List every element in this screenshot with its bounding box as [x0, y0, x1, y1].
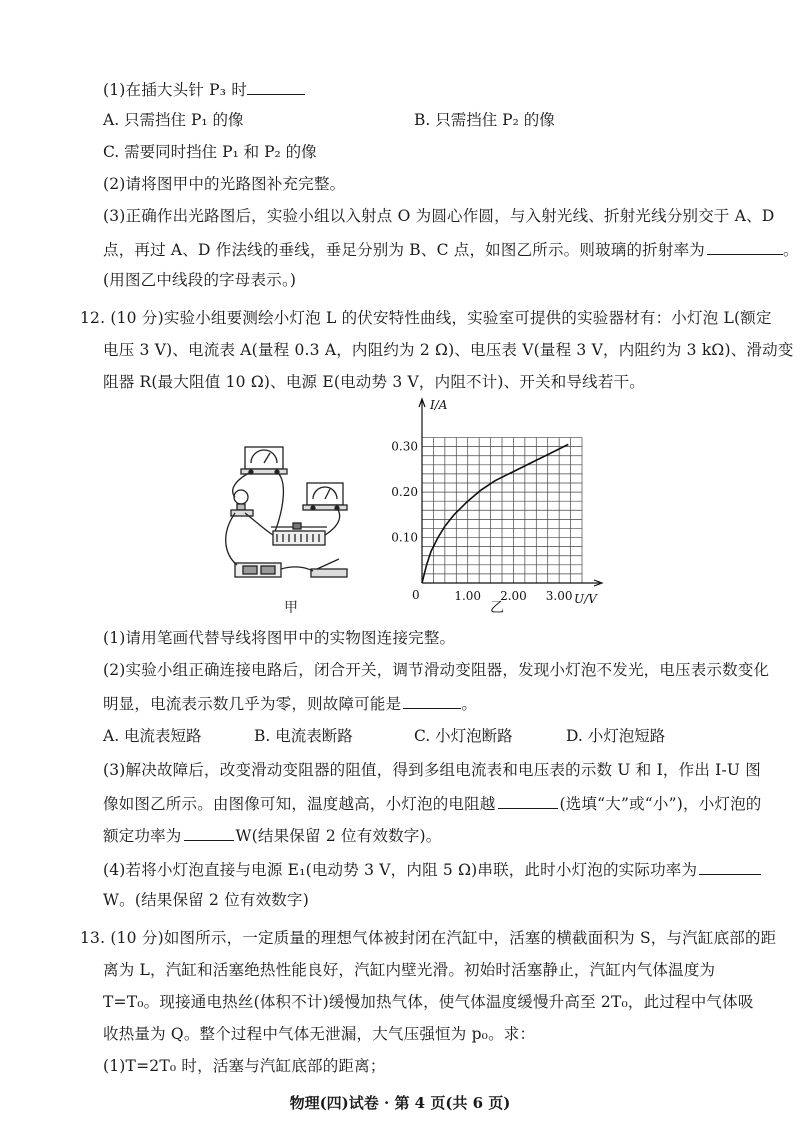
q11-part3-line2-end: 。: [782, 241, 799, 259]
q11-part1-text: (1)在插大头针 P₃ 时: [103, 81, 248, 99]
figure-b-caption: 乙: [490, 600, 505, 616]
iu-chart: [390, 395, 610, 620]
rheostat: [271, 523, 327, 545]
q12-part2-blank[interactable]: [403, 692, 461, 709]
x-axis-label: U/V: [574, 592, 597, 606]
q12-part2-line1: (2)实验小组正确连接电路后，闭合开关，调节滑动变阻器，发现小灯泡不发光，电压表示数变化: [103, 661, 770, 679]
q12-part3-blank1[interactable]: [498, 792, 558, 809]
q11-part3-blank[interactable]: [707, 238, 783, 255]
q12-part3-line2-a: 像如图乙所示。由图像可知，温度越高，小灯泡的电阻越: [103, 795, 496, 813]
q13-line1: 13. (10 分)如图所示，一定质量的理想气体被封闭在汽缸中，活塞的横截面积为 S，与汽缸底部的距: [80, 929, 777, 947]
q11-option-c: C. 需要同时挡住 P₁ 和 P₂ 的像: [103, 143, 317, 161]
x-tick-label: 2.00: [500, 589, 527, 603]
q12-part4-line1-text: (4)若将小灯泡直接与电源 E₁(电动势 3 V，内阻 5 Ω)串联，此时小灯泡的实际功率为: [103, 861, 698, 879]
y-axis-label: I/A: [430, 398, 448, 412]
chart-axes: [419, 399, 602, 586]
q12-intro-line1: 12. (10 分)实验小组要测绘小灯泡 L 的伏安特性曲线，实验室可提供的实验器材有：小灯泡 L(额定: [80, 309, 772, 327]
q12-part2-line2: [103, 692, 477, 714]
q13-line2: 离为 L，汽缸和活塞绝热性能良好，汽缸内壁光滑。初始时活塞静止，汽缸内气体温度为: [103, 961, 716, 979]
q13-line5: (1)T=2T₀ 时，活塞与汽缸底部的距离；: [103, 1057, 386, 1075]
q13-line3: T=T₀。现接通电热丝(体积不计)缓慢加热气体，使气体温度缓慢升高至 2T₀，此过程中气体吸: [103, 993, 754, 1011]
q12-intro-line3: 阻器 R(最大阻值 10 Ω)、电源 E(电动势 3 V，内阻不计)、开关和导线若干。: [103, 373, 645, 391]
q12-part3-line3: [103, 824, 441, 846]
q12-part3-line1: (3)解决故障后，改变滑动变阻器的阻值，得到多组电流表和电压表的示数 U 和 I，作出 I-U 图: [103, 761, 762, 779]
q13-line4: 收热量为 Q。整个过程中气体无泄漏，大气压强恒为 p₀。求：: [103, 1025, 536, 1043]
switch: [311, 559, 347, 577]
page-footer: 物理(四)试卷 · 第 4 页(共 6 页): [289, 1094, 511, 1112]
q11-part1-blank[interactable]: [247, 78, 305, 95]
q12-part3-blank2[interactable]: [184, 824, 234, 841]
q12-part4-line1: [103, 858, 761, 880]
y-tick-label: 0.20: [391, 485, 418, 500]
q11-option-b: B. 只需挡住 P₂ 的像: [414, 111, 555, 129]
circuit-figure: [215, 435, 355, 595]
q12-part3-line2-b: (选填“大”或“小”)，小灯泡的: [559, 795, 762, 813]
q12-part3-line3-b: W(结果保留 2 位有效数字)。: [235, 827, 442, 845]
x-tick-label: 3.00: [545, 589, 573, 603]
ammeter: [303, 483, 347, 510]
q12-part3-line2: [103, 792, 762, 814]
q11-part3-line2-text: 点，再过 A、D 作法线的垂线，垂足分别为 B、C 点，如图乙所示。则玻璃的折射率为: [103, 241, 705, 259]
q11-part2: (2)请将图甲中的光路图补充完整。: [103, 175, 346, 193]
series-line-iu: [422, 444, 568, 583]
q12-option-b: B. 电流表断路: [254, 727, 353, 745]
q12-part4-line2: W。(结果保留 2 位有效数字): [103, 891, 309, 909]
q12-part1: (1)请用笔画代替导线将图甲中的实物图连接完整。: [103, 629, 456, 647]
lamp: [231, 490, 253, 516]
x-tick-label: 1.00: [454, 589, 482, 603]
q11-part3-line1: (3)正确作出光路图后，实验小组以入射点 O 为圆心作圆，与入射光线、折射光线分别交于 A、D: [103, 207, 775, 225]
figure-a-caption: 甲: [284, 600, 299, 616]
q12-option-d: D. 小灯泡短路: [566, 727, 666, 745]
q12-part3-line3-a: 额定功率为: [103, 827, 182, 845]
q12-option-c: C. 小灯泡断路: [414, 727, 513, 745]
q12-part4-blank[interactable]: [699, 858, 761, 875]
q11-option-a: A. 只需挡住 P₁ 的像: [103, 111, 244, 129]
voltmeter: [241, 447, 287, 474]
q11-part3-line3: (用图乙中线段的字母表示。): [103, 271, 297, 289]
y-tick-label: 0.30: [391, 439, 418, 454]
origin-label: 0: [412, 588, 420, 602]
q12-option-a: A. 电流表短路: [103, 727, 202, 745]
q12-part2-line2-text: 明显，电流表示数几乎为零，则故障可能是: [103, 695, 402, 713]
q12-intro-line2: 电压 3 V)、电流表 A(量程 0.3 A，内阻约为 2 Ω)、电压表 V(量程 3 V，内阻约为 3 kΩ)、滑动变: [103, 341, 794, 359]
q11-part3-line2: [103, 238, 799, 260]
q11-part1: [103, 78, 305, 100]
battery: [235, 563, 281, 577]
y-tick-label: 0.10: [391, 530, 418, 545]
q12-part2-line2-end: 。: [461, 695, 478, 713]
chart-series: [422, 444, 568, 583]
chart-grid: [422, 438, 582, 583]
